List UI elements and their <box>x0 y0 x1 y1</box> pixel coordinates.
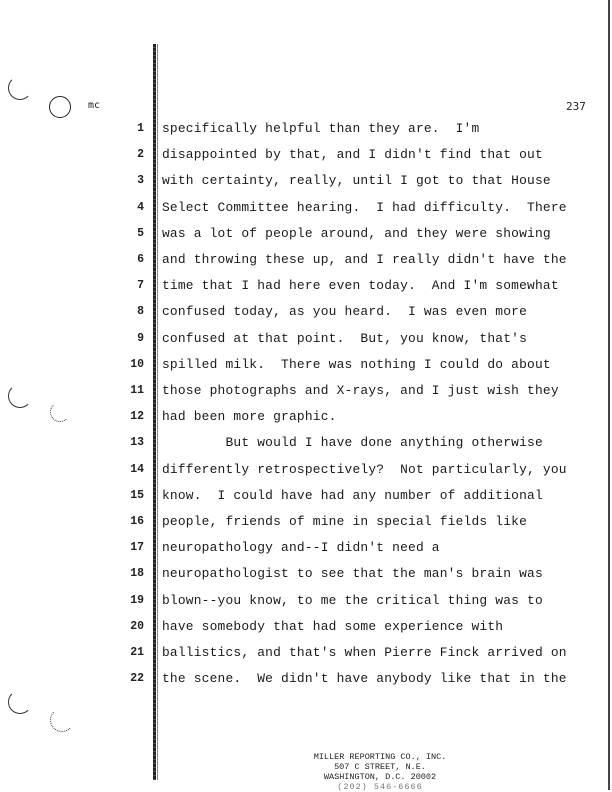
transcript-line: differently retrospectively? Not particularly, you <box>162 462 567 477</box>
footer-phone: (202) 546-6666 <box>337 782 423 792</box>
binder-hole-mark <box>49 96 71 118</box>
line-number: 19 <box>130 594 144 607</box>
binder-hole-mark <box>8 690 32 714</box>
transcript-line: those photographs and X-rays, and I just wish they <box>162 383 559 398</box>
transcript-line: ballistics, and that's when Pierre Finck arrived on <box>162 645 567 660</box>
line-number: 4 <box>137 201 144 214</box>
transcript-line: time that I had here even today. And I'm somewhat <box>162 278 559 293</box>
page-number: 237 <box>566 100 586 113</box>
reporter-footer <box>260 752 500 792</box>
footer-street: 507 C STREET, N.E. <box>334 762 426 772</box>
transcript-line: had been more graphic. <box>162 409 337 424</box>
transcript-line: But would I have done anything otherwise <box>162 435 543 450</box>
line-number: 16 <box>130 515 144 528</box>
line-number: 5 <box>137 227 144 240</box>
line-number: 12 <box>130 410 144 423</box>
transcript-line: Select Committee hearing. I had difficulty. There <box>162 200 567 215</box>
binder-hole-mark <box>50 708 74 732</box>
line-number: 18 <box>130 567 144 580</box>
line-number: 7 <box>137 279 144 292</box>
page-edge <box>608 0 610 790</box>
line-number: 13 <box>130 436 144 449</box>
line-number: 9 <box>137 332 144 345</box>
transcript-line: was a lot of people around, and they were showing <box>162 226 551 241</box>
transcript-line: and throwing these up, and I really didn't have the <box>162 252 567 267</box>
line-number: 2 <box>137 148 144 161</box>
transcript-line: with certainty, really, until I got to that House <box>162 173 551 188</box>
line-number: 3 <box>137 174 144 187</box>
transcript-line: neuropathology and--I didn't need a <box>162 540 440 555</box>
line-number: 22 <box>130 672 144 685</box>
margin-rule <box>153 44 156 780</box>
line-number: 10 <box>130 358 144 371</box>
transcript-line: confused today, as you heard. I was even more <box>162 304 528 319</box>
footer-company: MILLER REPORTING CO., INC. <box>313 752 447 762</box>
binder-hole-mark <box>50 402 70 422</box>
line-number: 6 <box>137 253 144 266</box>
line-number: 11 <box>130 384 144 397</box>
binder-hole-mark <box>8 76 32 100</box>
transcript-line: the scene. We didn't have anybody like that in the <box>162 671 567 686</box>
line-number: 15 <box>130 489 144 502</box>
line-number: 17 <box>130 541 144 554</box>
binder-hole-mark <box>8 384 32 408</box>
line-number: 21 <box>130 646 144 659</box>
transcript-line: disappointed by that, and I didn't find that out <box>162 147 543 162</box>
line-number: 14 <box>130 463 144 476</box>
transcript-line: know. I could have had any number of additional <box>162 488 543 503</box>
margin-rule-inner <box>157 44 158 780</box>
transcript-line: neuropathologist to see that the man's brain was <box>162 566 543 581</box>
footer-city: WASHINGTON, D.C. 20002 <box>323 772 437 782</box>
line-number: 8 <box>137 305 144 318</box>
transcript-line: blown--you know, to me the critical thing was to <box>162 593 543 608</box>
transcript-line: spilled milk. There was nothing I could do about <box>162 357 551 372</box>
transcript-line: people, friends of mine in special fields like <box>162 514 528 529</box>
line-number: 20 <box>130 620 144 633</box>
transcript-line: have somebody that had some experience with <box>162 619 504 634</box>
transcript-line: confused at that point. But, you know, that's <box>162 331 528 346</box>
transcript-line: specifically helpful than they are. I'm <box>162 121 480 136</box>
line-number: 1 <box>137 122 144 135</box>
reporter-initials: mc <box>88 100 101 111</box>
